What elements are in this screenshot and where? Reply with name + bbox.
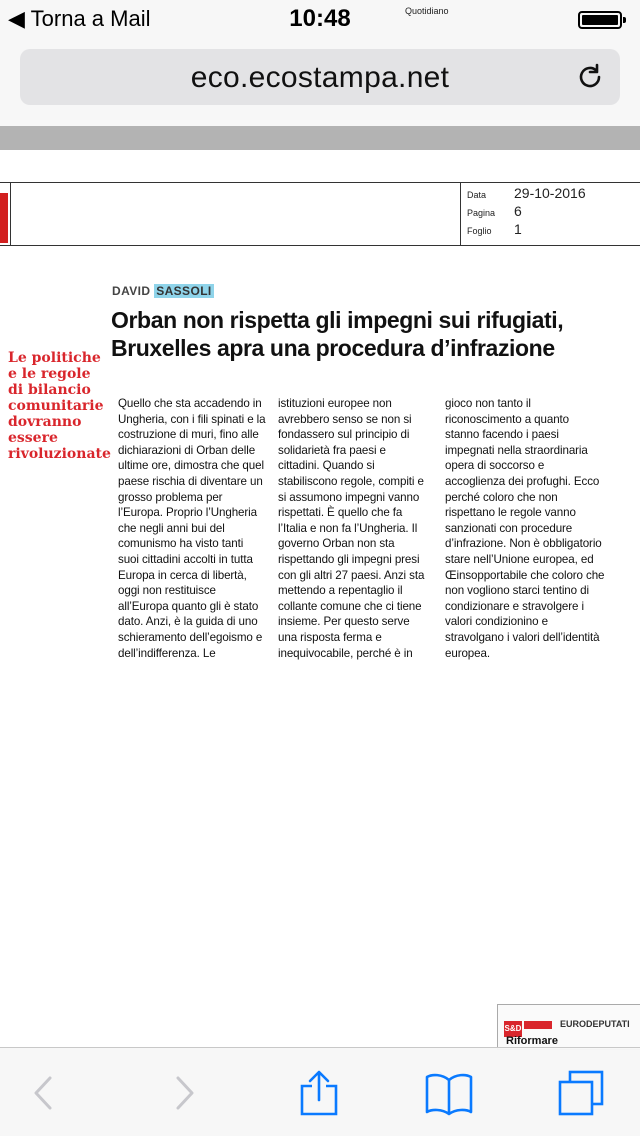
date-label: Data: [467, 190, 487, 200]
page-value: 6: [514, 203, 522, 219]
header-divider: [10, 183, 11, 245]
date-value: 29-10-2016: [514, 185, 586, 201]
reload-icon[interactable]: [574, 61, 606, 93]
sheet-label: Foglio: [467, 226, 492, 236]
bookmarks-icon[interactable]: [424, 1070, 474, 1116]
article-column-2: istituzioni europee non avrebbero senso se non si fondassero sul principio di solidarietà fra paesi e cittadini. Quando si stabiliscono regole, compiti e si assumono impegni vanno rispettati. È quello che fa l’Italia e non fa l’Ungheria. Il governo Orban non sta rispettando gli impegni presi con gli altri 27 paesi. Anzi sta mettendo a repentaglio il collante comune che ci tiene insieme. Per questo serve una risposta ferma e inequivocabile, perché è in: [278, 397, 425, 660]
article-headline: Orban non rispetta gli impegni sui rifugiati, Bruxelles apra una procedura d’infrazione: [111, 307, 564, 361]
clock: 10:48: [289, 5, 351, 32]
forward-icon[interactable]: [158, 1070, 208, 1116]
article-author: [112, 284, 214, 298]
thumbnail-title: Riformare: [506, 1035, 558, 1047]
article-column-1: Quello che sta accadendo in Ungheria, con i fili spinati e la costruzione di muri, fino alle dichiarazioni di Orban delle ultime ore, dimostra che quel paese rischia di diventare un grosso problema per l’Europa. Proprio l’Ungheria che negli anni bui del comunismo ha visto tanti suoi cittadini accolti in tutta Europa in cerca di libertà, oggi non restituisce all’Europa quanto gli è stato dato. Anzi, è la guida di uno schieramento dell’egoismo e dell’indifferenza. Le: [118, 397, 266, 660]
thumbnail-brand: EURODEPUTATI: [560, 1019, 630, 1029]
author-first-name: DAVID: [112, 284, 151, 298]
battery-icon: [578, 11, 622, 29]
newspaper-logo: [0, 193, 8, 243]
back-icon[interactable]: [20, 1070, 70, 1116]
safari-toolbar: [0, 1047, 640, 1136]
url-text: eco.ecostampa.net: [190, 61, 450, 94]
page-top-separator: [0, 126, 640, 150]
pull-quote: Le politiche e le regole di bilancio comunitarie dovranno essere rivoluzionate: [8, 350, 111, 462]
page-label: Pagina: [467, 208, 496, 218]
browser-address-area: [0, 40, 640, 126]
back-to-mail-label: Torna a Mail: [30, 6, 151, 31]
author-last-name: SASSOLI: [156, 284, 212, 298]
tabs-icon[interactable]: [556, 1070, 606, 1116]
share-icon[interactable]: [294, 1070, 344, 1116]
frequency-label: Quotidiano: [405, 6, 449, 16]
sheet-value: 1: [514, 221, 522, 237]
thumbnail-stripe: [524, 1021, 552, 1029]
next-clipping-thumbnail[interactable]: [497, 1004, 640, 1050]
article-column-3: gioco non tanto il riconoscimento a quanto stanno facendo i paesi impegnati nella straordinaria opera di soccorso e accoglienza dei profughi. Ecco perché coloro che non rispettano le regole vanno sanzionati con procedure d’infrazione. Non è obbligatorio stare nell’Unione europea, ed Œinsopportabile che coloro che non vogliono starci tentino di condizionare e stravolgere i valori condizionino e stravolgano i valori dell’identità europea.: [445, 397, 605, 660]
address-bar[interactable]: [20, 49, 620, 105]
sd-logo: S&D: [504, 1021, 522, 1037]
status-bar: [0, 0, 640, 40]
back-chevron-icon: ◀: [8, 6, 25, 31]
